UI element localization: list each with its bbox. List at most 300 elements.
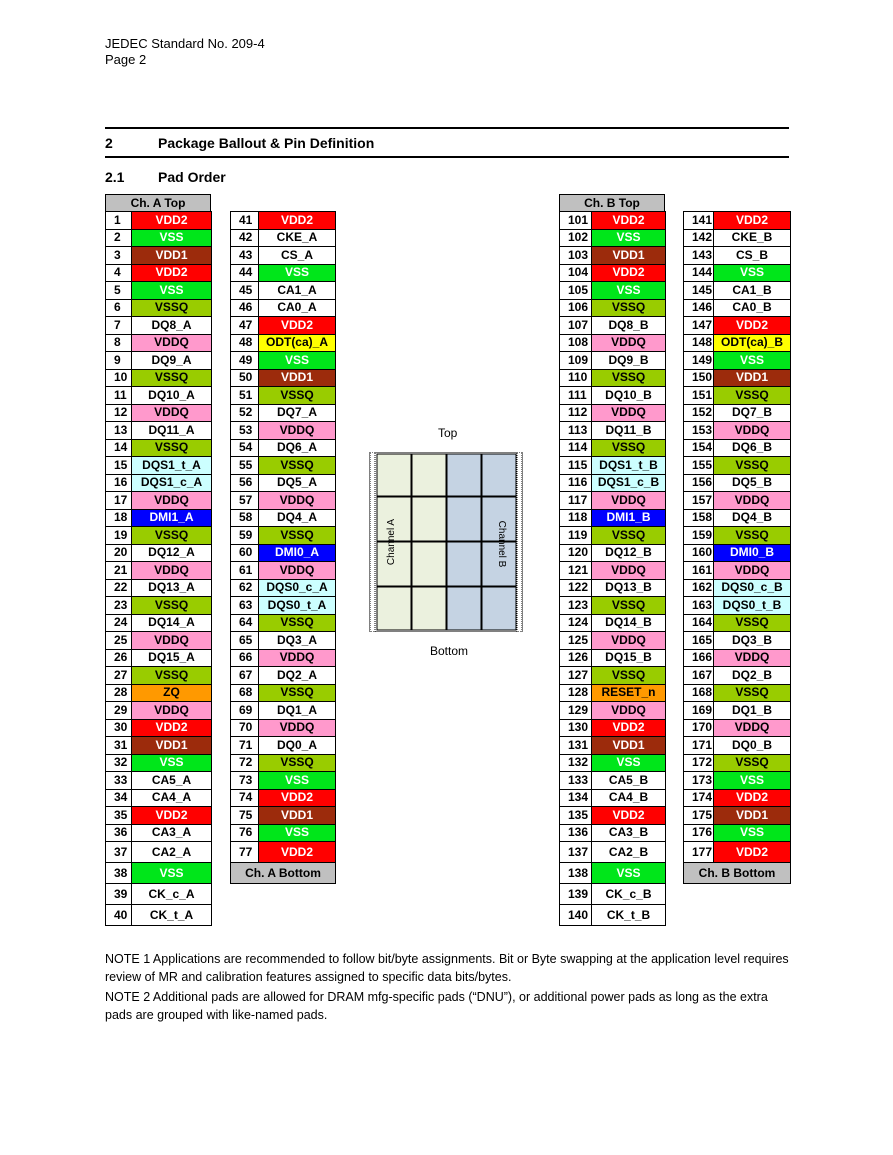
pad-number: 162 [684, 579, 714, 597]
pad-signal: VDD2 [714, 317, 791, 335]
pad-row [106, 824, 212, 842]
pad-row [106, 737, 212, 755]
pad-number: 11 [106, 387, 132, 405]
pad-row [684, 579, 791, 597]
pad-row [231, 754, 336, 772]
pad-signal: DQ13_B [592, 579, 666, 597]
pad-row [231, 509, 336, 527]
pad-signal: VDD2 [259, 842, 336, 863]
pad-signal: DQ3_B [714, 632, 791, 650]
pad-signal: DQS0_c_A [259, 579, 336, 597]
pad-signal: VDD2 [132, 807, 212, 825]
pad-row [231, 632, 336, 650]
pad-row [560, 387, 666, 405]
pad-number: 113 [560, 422, 592, 440]
pad-number: 1 [106, 212, 132, 230]
pad-signal: VSSQ [132, 369, 212, 387]
pad-table-a-left [105, 211, 212, 926]
subsection-title: Pad Order [158, 169, 226, 185]
pad-row [106, 369, 212, 387]
pad-signal: DQ7_A [259, 404, 336, 422]
pad-number: 18 [106, 509, 132, 527]
pad-signal: VSSQ [132, 299, 212, 317]
pad-row [684, 562, 791, 580]
pad-number: 55 [231, 457, 259, 475]
pad-signal: VSSQ [132, 667, 212, 685]
pad-number: 17 [106, 492, 132, 510]
pad-signal: VDD2 [592, 719, 666, 737]
pad-number: 39 [106, 884, 132, 905]
pad-signal: VDD2 [714, 789, 791, 807]
pad-number: 111 [560, 387, 592, 405]
pad-row [560, 544, 666, 562]
pad-number: 166 [684, 649, 714, 667]
pad-number: 22 [106, 579, 132, 597]
pad-row [560, 719, 666, 737]
pad-row [684, 457, 791, 475]
pad-number: 159 [684, 527, 714, 545]
pad-number: 103 [560, 247, 592, 265]
pad-signal: VSS [592, 863, 666, 884]
pad-row [684, 597, 791, 615]
pad-row [231, 264, 336, 282]
pad-signal: VSS [259, 824, 336, 842]
pad-signal: CKE_A [259, 229, 336, 247]
pad-signal: DQ6_A [259, 439, 336, 457]
pad-signal: DQ11_A [132, 422, 212, 440]
pad-number: 67 [231, 667, 259, 685]
pad-signal: VSS [714, 772, 791, 790]
doc-header-page: Page 2 [105, 52, 147, 67]
pad-row [106, 387, 212, 405]
pad-number: 61 [231, 562, 259, 580]
pad-signal: DQ9_B [592, 352, 666, 370]
pad-row [560, 527, 666, 545]
pad-signal: VSSQ [592, 299, 666, 317]
pad-row [684, 264, 791, 282]
pad-number: 7 [106, 317, 132, 335]
pad-row [684, 702, 791, 720]
pad-signal: DQ10_B [592, 387, 666, 405]
pad-row [106, 649, 212, 667]
pad-row [106, 807, 212, 825]
pad-number: 69 [231, 702, 259, 720]
pad-row [231, 807, 336, 825]
pad-number: 57 [231, 492, 259, 510]
pad-row [231, 544, 336, 562]
pad-signal: VSSQ [592, 369, 666, 387]
pad-number: 133 [560, 772, 592, 790]
pad-row [560, 334, 666, 352]
pad-number: 23 [106, 597, 132, 615]
pad-row [231, 492, 336, 510]
pad-row [560, 737, 666, 755]
pad-number: 15 [106, 457, 132, 475]
pad-number: 8 [106, 334, 132, 352]
pad-number: 171 [684, 737, 714, 755]
pad-row [560, 772, 666, 790]
pad-row [684, 334, 791, 352]
pad-signal: VDD2 [714, 212, 791, 230]
pad-number: 46 [231, 299, 259, 317]
pad-signal: VDDQ [592, 404, 666, 422]
pad-signal: CA3_B [592, 824, 666, 842]
pad-signal: VSS [259, 264, 336, 282]
bottom-caption-row [684, 863, 791, 884]
pad-number: 138 [560, 863, 592, 884]
pad-row [560, 474, 666, 492]
pad-row [231, 527, 336, 545]
pad-row [684, 772, 791, 790]
pad-signal: DQ15_B [592, 649, 666, 667]
pad-signal: CS_A [259, 247, 336, 265]
pad-row [684, 544, 791, 562]
pad-row [684, 212, 791, 230]
pad-row [106, 404, 212, 422]
pad-number: 33 [106, 772, 132, 790]
pad-signal: CA0_A [259, 299, 336, 317]
pad-signal: DQ15_A [132, 649, 212, 667]
pad-number: 163 [684, 597, 714, 615]
pad-row [231, 457, 336, 475]
pad-row [684, 789, 791, 807]
pad-number: 40 [106, 905, 132, 926]
pad-signal: VDDQ [132, 404, 212, 422]
pad-row [106, 247, 212, 265]
pad-signal: VSS [714, 264, 791, 282]
pad-signal: VSSQ [259, 387, 336, 405]
pad-row [560, 754, 666, 772]
pad-row [231, 667, 336, 685]
pad-row [106, 492, 212, 510]
pad-signal: DQS1_t_A [132, 457, 212, 475]
pad-signal: VSSQ [592, 439, 666, 457]
pad-number: 76 [231, 824, 259, 842]
pad-number: 175 [684, 807, 714, 825]
pad-row [560, 247, 666, 265]
pad-row [684, 404, 791, 422]
pad-number: 132 [560, 754, 592, 772]
pad-number: 139 [560, 884, 592, 905]
section-title: Package Ballout & Pin Definition [158, 135, 375, 151]
pad-row [231, 579, 336, 597]
pad-row [106, 282, 212, 300]
pad-signal: DQ0_A [259, 737, 336, 755]
pad-signal: VSSQ [259, 614, 336, 632]
pad-signal: VDDQ [259, 719, 336, 737]
pad-row [106, 352, 212, 370]
package-bottom-label: Bottom [430, 644, 469, 658]
pad-row [684, 282, 791, 300]
pad-signal: CA5_B [592, 772, 666, 790]
pad-row [231, 789, 336, 807]
pad-signal: VSS [132, 863, 212, 884]
pad-signal: CA1_B [714, 282, 791, 300]
pad-number: 140 [560, 905, 592, 926]
pad-number: 31 [106, 737, 132, 755]
pad-number: 66 [231, 649, 259, 667]
pad-number: 141 [684, 212, 714, 230]
pad-signal: DQ6_B [714, 439, 791, 457]
pad-row [560, 824, 666, 842]
pad-number: 101 [560, 212, 592, 230]
pad-row [106, 527, 212, 545]
section-top-rule [105, 127, 789, 129]
pad-signal: CA2_B [592, 842, 666, 863]
pad-row [560, 509, 666, 527]
pad-signal: CK_c_B [592, 884, 666, 905]
pad-row [231, 649, 336, 667]
pad-signal: VSSQ [714, 457, 791, 475]
pad-signal: DQS0_c_B [714, 579, 791, 597]
pad-signal: VDD2 [132, 264, 212, 282]
pad-row [684, 842, 791, 863]
pad-number: 73 [231, 772, 259, 790]
pad-table-a-right [230, 211, 336, 884]
pad-signal: VDD2 [592, 264, 666, 282]
pad-row [560, 299, 666, 317]
pad-row [106, 684, 212, 702]
pad-signal: VDD2 [132, 212, 212, 230]
pad-number: 147 [684, 317, 714, 335]
pad-number: 167 [684, 667, 714, 685]
pad-signal: VDDQ [592, 632, 666, 650]
pad-row [106, 544, 212, 562]
pad-signal: CA3_A [132, 824, 212, 842]
pad-number: 60 [231, 544, 259, 562]
pad-number: 130 [560, 719, 592, 737]
pad-row [231, 229, 336, 247]
pad-row [231, 597, 336, 615]
pad-signal: VDD2 [592, 212, 666, 230]
pad-row [560, 667, 666, 685]
pad-signal: VDD2 [259, 212, 336, 230]
pad-number: 125 [560, 632, 592, 650]
pad-signal: VSS [259, 772, 336, 790]
package-top-label: Top [438, 426, 458, 440]
pad-row [106, 842, 212, 863]
pad-number: 128 [560, 684, 592, 702]
pad-number: 177 [684, 842, 714, 863]
pad-signal: VSS [714, 352, 791, 370]
pad-row [684, 352, 791, 370]
pad-signal: CA0_B [714, 299, 791, 317]
pad-row [231, 772, 336, 790]
subsection-number: 2.1 [105, 169, 125, 185]
pad-number: 20 [106, 544, 132, 562]
pad-number: 49 [231, 352, 259, 370]
pad-row [684, 422, 791, 440]
note-2: NOTE 2 Additional pads are allowed for DRAM mfg-specific pads (“DNU”), or additional power pads as long as the extra pads are grouped with like-named pads. [105, 990, 768, 1022]
pad-row [560, 649, 666, 667]
pad-signal: VDDQ [259, 562, 336, 580]
pad-number: 42 [231, 229, 259, 247]
pad-signal: DQ13_A [132, 579, 212, 597]
pad-signal: VDD2 [259, 317, 336, 335]
pad-signal: CK_t_A [132, 905, 212, 926]
pad-signal: VDDQ [592, 334, 666, 352]
pad-number: 161 [684, 562, 714, 580]
pad-row [106, 579, 212, 597]
pad-number: 149 [684, 352, 714, 370]
pad-row [560, 863, 666, 884]
pad-table-b-right [683, 211, 791, 884]
pad-signal: VDDQ [714, 492, 791, 510]
pad-signal: VSSQ [714, 684, 791, 702]
pad-row [231, 422, 336, 440]
ch-a-top-label: Ch. A Top [105, 194, 211, 212]
pad-row [560, 264, 666, 282]
pad-number: 152 [684, 404, 714, 422]
pad-row [106, 457, 212, 475]
pad-signal: VDDQ [259, 492, 336, 510]
package-outline [368, 452, 524, 632]
pad-row [231, 439, 336, 457]
pad-signal: DQS1_c_B [592, 474, 666, 492]
pad-row [231, 212, 336, 230]
pad-row [106, 597, 212, 615]
pad-number: 75 [231, 807, 259, 825]
pad-row [106, 863, 212, 884]
pad-number: 5 [106, 282, 132, 300]
pad-row [684, 684, 791, 702]
pad-row [560, 684, 666, 702]
pad-number: 56 [231, 474, 259, 492]
pad-number: 117 [560, 492, 592, 510]
pad-signal: DMI1_B [592, 509, 666, 527]
pad-signal: VDDQ [132, 562, 212, 580]
pad-signal: VSSQ [714, 614, 791, 632]
pad-signal: VDDQ [592, 562, 666, 580]
pad-number: 63 [231, 597, 259, 615]
pad-number: 65 [231, 632, 259, 650]
pad-number: 9 [106, 352, 132, 370]
pad-row [684, 387, 791, 405]
pad-row [106, 754, 212, 772]
pad-signal: DQS0_t_B [714, 597, 791, 615]
pad-number: 24 [106, 614, 132, 632]
pad-row [684, 807, 791, 825]
pad-signal: VDD1 [714, 369, 791, 387]
pad-row [106, 509, 212, 527]
pad-row [560, 317, 666, 335]
doc-header-standard: JEDEC Standard No. 209-4 [105, 36, 265, 51]
pad-number: 53 [231, 422, 259, 440]
pad-row [684, 439, 791, 457]
note-1: NOTE 1 Applications are recommended to follow bit/byte assignments. Bit or Byte swapping at the application level requires review of MR and calibration features assigned to specific data bits/bytes. [105, 952, 789, 984]
pad-number: 44 [231, 264, 259, 282]
pad-signal: VDDQ [132, 632, 212, 650]
pad-row [560, 884, 666, 905]
pad-number: 172 [684, 754, 714, 772]
pad-number: 102 [560, 229, 592, 247]
pad-signal: VSSQ [714, 754, 791, 772]
ch-b-top-label: Ch. B Top [559, 194, 665, 212]
pad-row [231, 474, 336, 492]
pad-row [560, 229, 666, 247]
pad-signal: DQ2_B [714, 667, 791, 685]
pad-number: 107 [560, 317, 592, 335]
pad-number: 4 [106, 264, 132, 282]
pad-number: 168 [684, 684, 714, 702]
pad-row [560, 422, 666, 440]
pad-signal: DQ11_B [592, 422, 666, 440]
pad-number: 74 [231, 789, 259, 807]
pad-signal: VSS [259, 352, 336, 370]
pad-signal: CA2_A [132, 842, 212, 863]
pad-number: 114 [560, 439, 592, 457]
pad-signal: DQ12_B [592, 544, 666, 562]
pad-number: 119 [560, 527, 592, 545]
pad-signal: VDD1 [132, 737, 212, 755]
pad-signal: CK_t_B [592, 905, 666, 926]
pad-signal: VSSQ [714, 527, 791, 545]
pad-number: 106 [560, 299, 592, 317]
pad-row [106, 299, 212, 317]
pad-row [231, 562, 336, 580]
pad-number: 115 [560, 457, 592, 475]
pad-row [560, 842, 666, 863]
pad-number: 127 [560, 667, 592, 685]
pad-signal: DQ12_A [132, 544, 212, 562]
pad-signal: DQ7_B [714, 404, 791, 422]
pad-signal: VSSQ [259, 754, 336, 772]
pad-row [560, 457, 666, 475]
pad-row [106, 789, 212, 807]
pad-number: 164 [684, 614, 714, 632]
pad-signal: DQS1_c_A [132, 474, 212, 492]
pad-row [106, 334, 212, 352]
pad-signal: DMI0_B [714, 544, 791, 562]
pad-signal: DQ8_B [592, 317, 666, 335]
pad-signal: VSSQ [714, 387, 791, 405]
pad-number: 126 [560, 649, 592, 667]
pad-number: 160 [684, 544, 714, 562]
pad-signal: VSS [592, 229, 666, 247]
pad-signal: DQ5_B [714, 474, 791, 492]
pad-number: 170 [684, 719, 714, 737]
pad-signal: VSSQ [259, 684, 336, 702]
pad-row [560, 597, 666, 615]
pad-number: 148 [684, 334, 714, 352]
pad-row [106, 632, 212, 650]
pad-number: 105 [560, 282, 592, 300]
pad-row [684, 737, 791, 755]
pad-number: 174 [684, 789, 714, 807]
pad-number: 21 [106, 562, 132, 580]
pad-row [231, 299, 336, 317]
pad-row [106, 317, 212, 335]
pad-number: 71 [231, 737, 259, 755]
pad-signal: VSSQ [259, 527, 336, 545]
pad-number: 28 [106, 684, 132, 702]
pad-signal: CS_B [714, 247, 791, 265]
pad-signal: VDDQ [714, 649, 791, 667]
channel-bottom-label: Ch. A Bottom [231, 863, 336, 884]
pad-row [106, 474, 212, 492]
pad-row [560, 352, 666, 370]
pad-signal: RESET_n [592, 684, 666, 702]
pad-number: 157 [684, 492, 714, 510]
pad-number: 143 [684, 247, 714, 265]
pad-row [231, 282, 336, 300]
pad-number: 146 [684, 299, 714, 317]
pad-number: 77 [231, 842, 259, 863]
pad-row [684, 474, 791, 492]
pad-number: 109 [560, 352, 592, 370]
pad-number: 169 [684, 702, 714, 720]
pad-number: 142 [684, 229, 714, 247]
